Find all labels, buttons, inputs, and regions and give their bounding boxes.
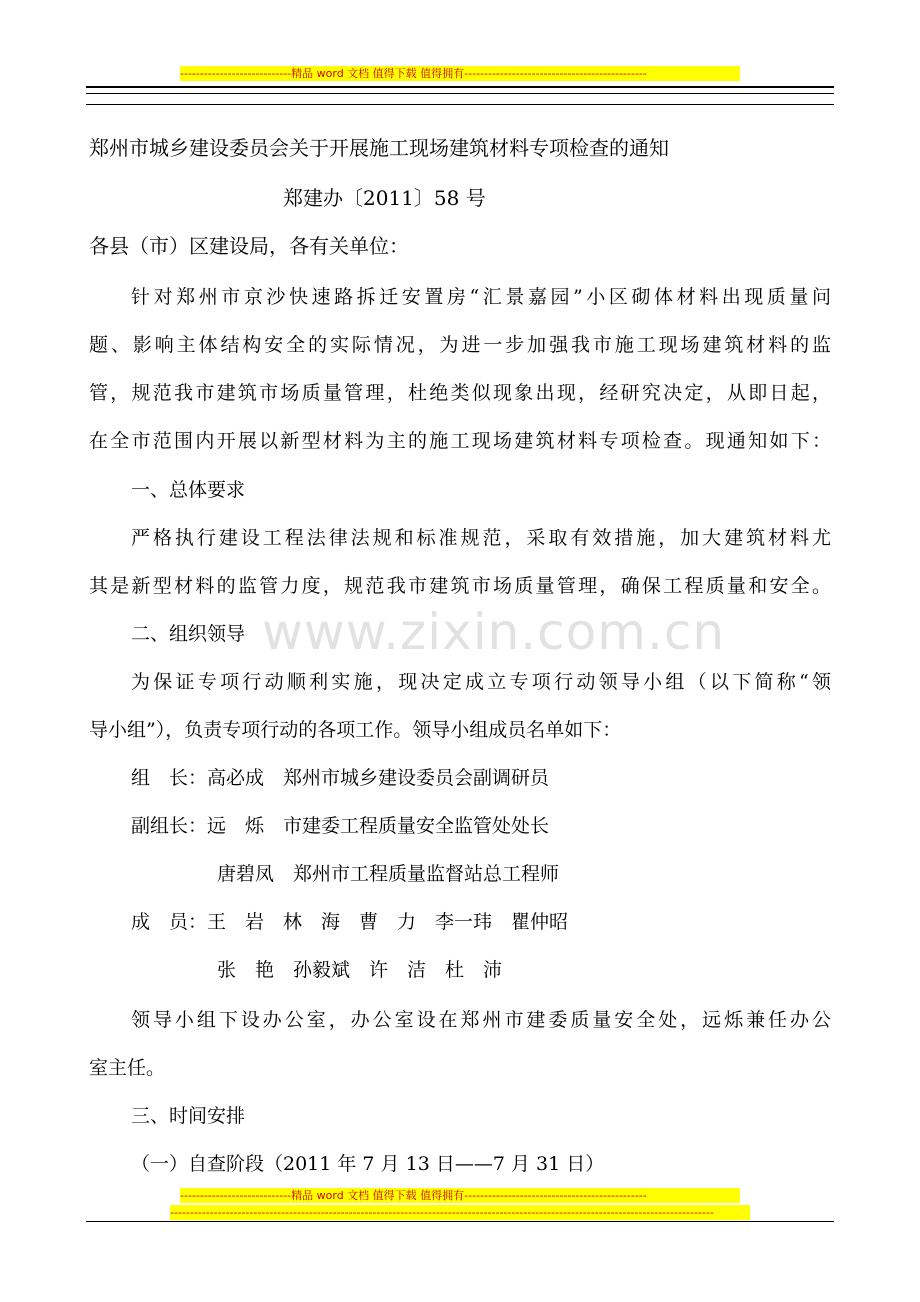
roster-line: 组 长：高必成 郑州市城乡建设委员会副调研员 [131, 767, 550, 789]
salutation: 各县（市）区建设局，各有关单位： [89, 234, 409, 258]
roster-line: 成 员：王 岩 林 海 曹 力 李一玮 瞿仲昭 [131, 911, 569, 933]
roster-line: 副组长：远 烁 市建委工程质量安全监管处处长 [131, 815, 550, 837]
paragraph-line: 其是新型材料的监管力度，规范我市建筑市场质量管理，确保工程质量和安全。 [89, 575, 831, 597]
footer-banner-dashes: ----------------------------------------------------------------------------------------------------------------------------------------- [170, 1205, 750, 1220]
paragraph-line: 在全市范围内开展以新型材料为主的施工现场建筑材料专项检查。现通知如下： [89, 430, 831, 452]
paragraph-line: 严格执行建设工程法律法规和标准规范，采取有效措施，加大建筑材料尤 [131, 527, 831, 549]
roster-line: 张 艳 孙毅斌 许 洁 杜 沛 [217, 959, 503, 981]
paragraph-line: 导小组”），负责专项行动的各项工作。领导小组成员名单如下： [89, 719, 622, 741]
header-rule-thin [86, 104, 834, 105]
section-heading: 二、组织领导 [131, 623, 246, 645]
roster-line: 唐碧凤 郑州市工程质量监督站总工程师 [217, 863, 560, 885]
header-banner: ----------------------------精品 word 文档 值得下载 值得拥有---------------------------------------------- [180, 66, 740, 81]
paragraph-line: 题、影响主体结构安全的实际情况，为进一步加强我市施工现场建筑材料的监 [89, 334, 831, 356]
paragraph-line: 室主任。 [89, 1057, 166, 1079]
footer-banner: ----------------------------精品 word 文档 值得下载 值得拥有---------------------------------------------- [180, 1188, 740, 1203]
section-heading: 三、时间安排 [131, 1105, 246, 1127]
footer-rule [86, 1221, 834, 1222]
document-title: 郑州市城乡建设委员会关于开展施工现场建筑材料专项检查的通知 [89, 136, 669, 160]
section-heading: 一、总体要求 [131, 479, 246, 501]
paragraph-line: 管，规范我市建筑市场质量管理，杜绝类似现象出现，经研究决定，从即日起， [89, 382, 831, 404]
paragraph-line: 领导小组下设办公室，办公室设在郑州市建委质量安全处，远烁兼任办公 [131, 1009, 831, 1031]
document-number: 郑建办〔2011〕58 号 [283, 186, 486, 210]
subsection-heading: （一）自查阶段（2011 年 7 月 13 日——7 月 31 日） [131, 1153, 605, 1175]
watermark: www.zixin.com.cn [262, 603, 726, 661]
header-rule-thick [86, 86, 834, 88]
header-rule-thin [86, 93, 834, 94]
paragraph-line: 针对郑州市京沙快速路拆迁安置房“汇景嘉园”小区砌体材料出现质量问 [131, 286, 831, 308]
paragraph-line: 为保证专项行动顺利实施，现决定成立专项行动领导小组（以下简称“领 [131, 671, 831, 693]
